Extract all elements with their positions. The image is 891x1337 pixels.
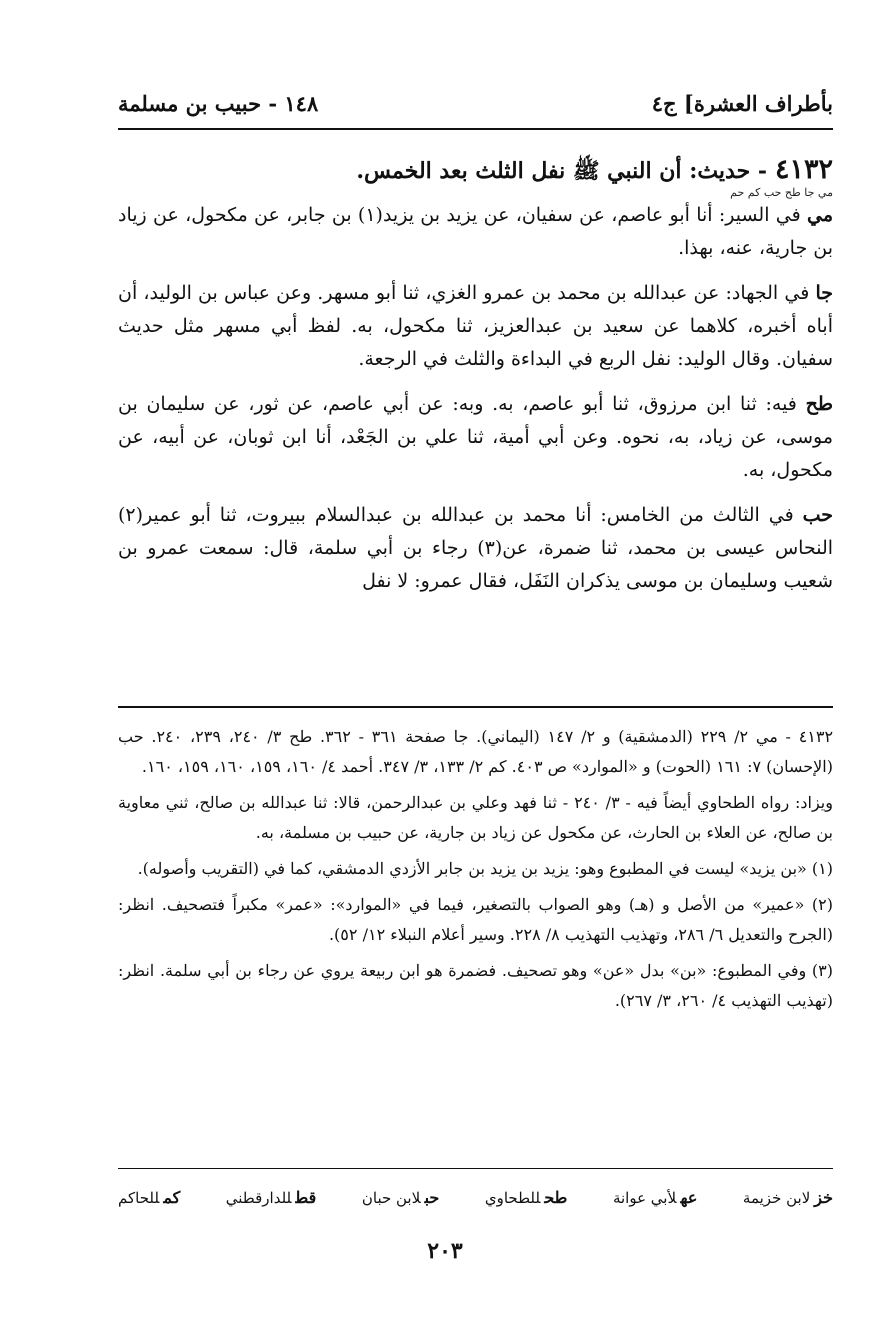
legend-item: حبلابن حبان (361, 1188, 440, 1207)
paragraph-text: في الجهاد: عن عبدالله بن محمد بن عمرو الغزي، ثنا أبو مسهر. وعن عباس بن الوليد، أن أباه أخبره، كلاهما عن سعيد بن عبدالعزيز، ثنا مكحول، به. لفظ أبي مسهر مثل حديث سفيان. وقال الوليد: نفل الربع في البداءة والثلث في الرجعة. (118, 282, 833, 370)
entry-number: ٤١٣٢ (774, 154, 833, 185)
legend-item: خزلابن خزيمة (742, 1188, 833, 1207)
source-code: طح (805, 393, 834, 415)
footnote-sources: ٤١٣٢ - مي ٢/ ٢٢٩ (الدمشقية) و ٢/ ١٤٧ (اليماني). جا صفحة ٣٦١ - ٣٦٢. طح ٣/ ٢٤٠، ٢٣٩، ٢٤٠. حب (الإحسان) ٧: ١٦١ (الحوت) و «الموارد» ص ٤٠٣. كم ٢/ ١٣٣، ٣/ ٣٤٧. أحمد ٤/ ١٦٠، ١٥٩، ١٦٠، ١٥٩، ١٦٠. (118, 727, 834, 776)
abbreviation-legend (118, 1178, 833, 1218)
source-code: حب (802, 504, 833, 526)
legend-item: قطللدارقطني (225, 1188, 317, 1207)
source-code: جا (815, 282, 833, 304)
paragraph-hb (118, 499, 833, 598)
legend-item: كمللحاكم (118, 1188, 181, 1207)
footnote-1: (١) «بن يزيد» ليست في المطبوع وهو: يزيد بن يزيد بن جابر الأزدي الدمشقي، كما في (التقريب وأصوله). (137, 859, 833, 878)
paragraph-tah (118, 388, 833, 487)
entry-title: - حديث: أن النبي ﷺ نفل الثلث بعد الخمس. (356, 158, 767, 184)
section-title: ١٤٨ - حبيب بن مسلمة (118, 91, 319, 116)
paragraph-text: في السير: أنا أبو عاصم، عن سفيان، عن يزيد بن يزيد(١) بن جابر، عن مكحول، عن زياد بن جارية، عنه، بهذا. (118, 204, 833, 259)
paragraph-ja (118, 277, 833, 376)
legend-rule (118, 1168, 833, 1169)
main-text (118, 150, 833, 610)
paragraph-text: فيه: ثنا ابن مرزوق، ثنا أبو عاصم، به. وبه: عن أبي عاصم، عن ثور، عن سليمان بن موسى، عن زياد، به، نحوه. وعن أبي أمية، ثنا علي بن الجَعْد، أنا ابن ثوبان، عن أبيه، عن مكحول، به. (118, 393, 833, 481)
paragraph-mi (118, 199, 833, 265)
sources-note: مي جا طح حب كم حم (730, 186, 833, 199)
legend-item: طحللطحاوي (484, 1188, 568, 1207)
footnotes (118, 722, 833, 1022)
footnote-3: (٣) وفي المطبوع: «بن» بدل «عن» وهو تصحيف. فضمرة هو ابن ربيعة يروي عن رجاء بن أبي سلمة. انظر: (تهذيب التهذيب ٤/ ٢٦٠، ٣/ ٢٦٧). (118, 961, 833, 1010)
entry-heading (118, 150, 833, 191)
legend-item: عهلأبي عوانة (612, 1188, 698, 1207)
footnote-rule (118, 706, 833, 708)
source-code: مي (807, 204, 834, 226)
book-title: بأطراف العشرة] ج٤ (651, 91, 833, 116)
footnote-addition: ويزاد: رواه الطحاوي أيضاً فيه - ٣/ ٢٤٠ - ثنا فهد وعلي بن عبدالرحمن، قالا: ثنا عبدالله بن صالح، ثني معاوية بن صالح، عن العلاء بن الحارث، عن مكحول عن زياد بن جارية، عن حبيب بن مسلمة، به. (118, 793, 833, 842)
footnote-2: (٢) «عمير» من الأصل و (هـ) وهو الصواب بالتصغير، فيما في «الموارد»: «عمر» مكبراً فتصحيف. انظر: (الجرح والتعديل ٦/ ٢٨٦، وتهذيب التهذيب ٨/ ٢٢٨. وسير أعلام النبلاء ١٢/ ٥٢). (118, 895, 833, 944)
paragraph-text: في الثالث من الخامس: أنا محمد بن عبدالله بن عبدالسلام ببيروت، ثنا أبو عمير(٢) النحاس عيسى بن محمد، ثنا ضمرة، عن(٣) رجاء بن أبي سلمة، قال: سمعت عمرو بن شعيب وسليمان بن موسى يذكران النَفَل، فقال عمرو: لا نفل (118, 504, 834, 592)
header-rule (118, 128, 833, 130)
running-header (118, 76, 833, 116)
page-number: ٢٠٣ (427, 1238, 463, 1264)
